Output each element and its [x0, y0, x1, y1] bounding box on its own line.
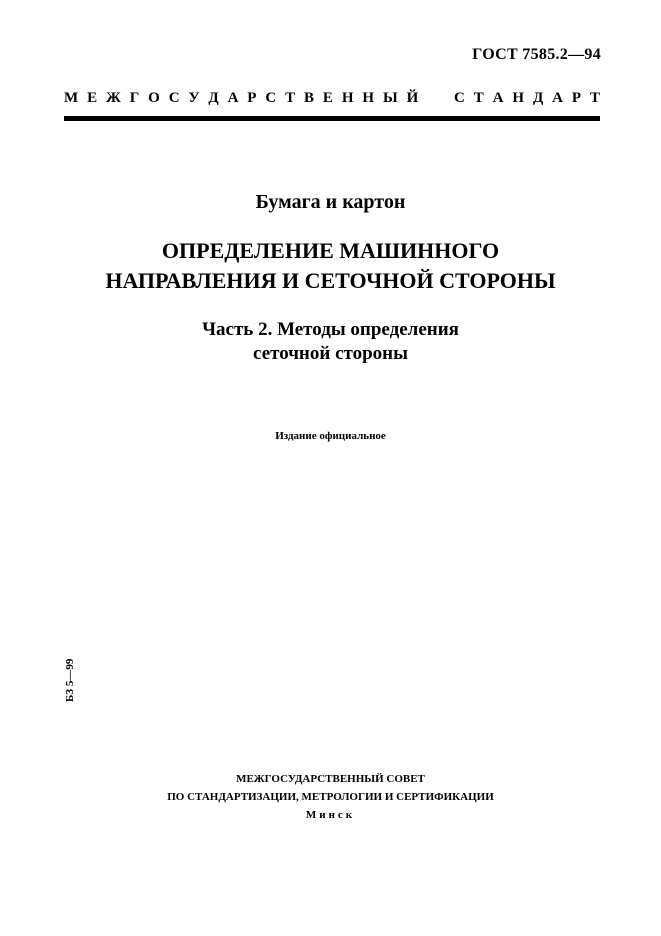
standard-type-letter: Н	[341, 90, 354, 106]
part-title	[0, 318, 661, 366]
standard-type-letter: С	[168, 90, 180, 106]
standard-type-heading	[64, 90, 600, 107]
standard-type-letter: Т	[473, 90, 484, 106]
standard-type-letter: Т	[589, 90, 600, 106]
standard-type-letter: Н	[512, 90, 525, 106]
standard-type-letter: Е	[87, 90, 98, 106]
document-subject: Бумага и картон	[255, 191, 406, 213]
standard-type-letter: Т	[285, 90, 296, 106]
standard-type-letter: Й	[406, 90, 419, 106]
standard-type-letter: Р	[571, 90, 582, 106]
standard-type-letter: А	[227, 90, 239, 106]
standard-type-letter: Р	[247, 90, 257, 106]
standard-type-letter: Д	[208, 90, 219, 106]
standard-type-letter: Ж	[105, 90, 121, 106]
standard-type-letter: Ы	[382, 90, 398, 106]
standard-type-letter: У	[188, 90, 200, 106]
header-rule	[64, 116, 600, 121]
standard-type-letter: О	[148, 90, 160, 106]
standard-type-letter: Е	[322, 90, 333, 106]
part-title-line: Часть 2. Методы определения	[202, 319, 459, 340]
standard-type-letter: Г	[129, 90, 140, 106]
publisher-line: ПО СТАНДАРТИЗАЦИИ, МЕТРОЛОГИИ И СЕРТИФИКАЦИИ	[167, 791, 494, 803]
edition-label: Издание официальное	[275, 430, 386, 442]
standard-type-letter: М	[64, 90, 79, 106]
standard-type-letter: А	[492, 90, 504, 106]
part-title-line: сеточной стороны	[253, 343, 408, 364]
standard-type-letter: А	[552, 90, 564, 106]
document-title	[0, 236, 661, 296]
publisher-line: МЕЖГОСУДАРСТВЕННЫЙ СОВЕТ	[236, 773, 425, 785]
side-code-label: БЗ 5—99	[64, 658, 76, 702]
standard-type-word-gap	[427, 90, 445, 107]
standard-type-letter: Д	[532, 90, 544, 106]
standard-type-letter: С	[265, 90, 277, 106]
standard-type-letter: В	[304, 90, 315, 106]
document-title-line: НАПРАВЛЕНИЯ И СЕТОЧНОЙ СТОРОНЫ	[105, 268, 556, 293]
standard-number: ГОСТ 7585.2—94	[472, 46, 601, 63]
publisher-city: Минск	[305, 809, 356, 821]
publisher-block	[0, 770, 661, 824]
standard-type-letter: С	[454, 90, 465, 106]
standard-type-letter: Н	[362, 90, 375, 106]
document-title-line: ОПРЕДЕЛЕНИЕ МАШИННОГО	[161, 238, 500, 263]
